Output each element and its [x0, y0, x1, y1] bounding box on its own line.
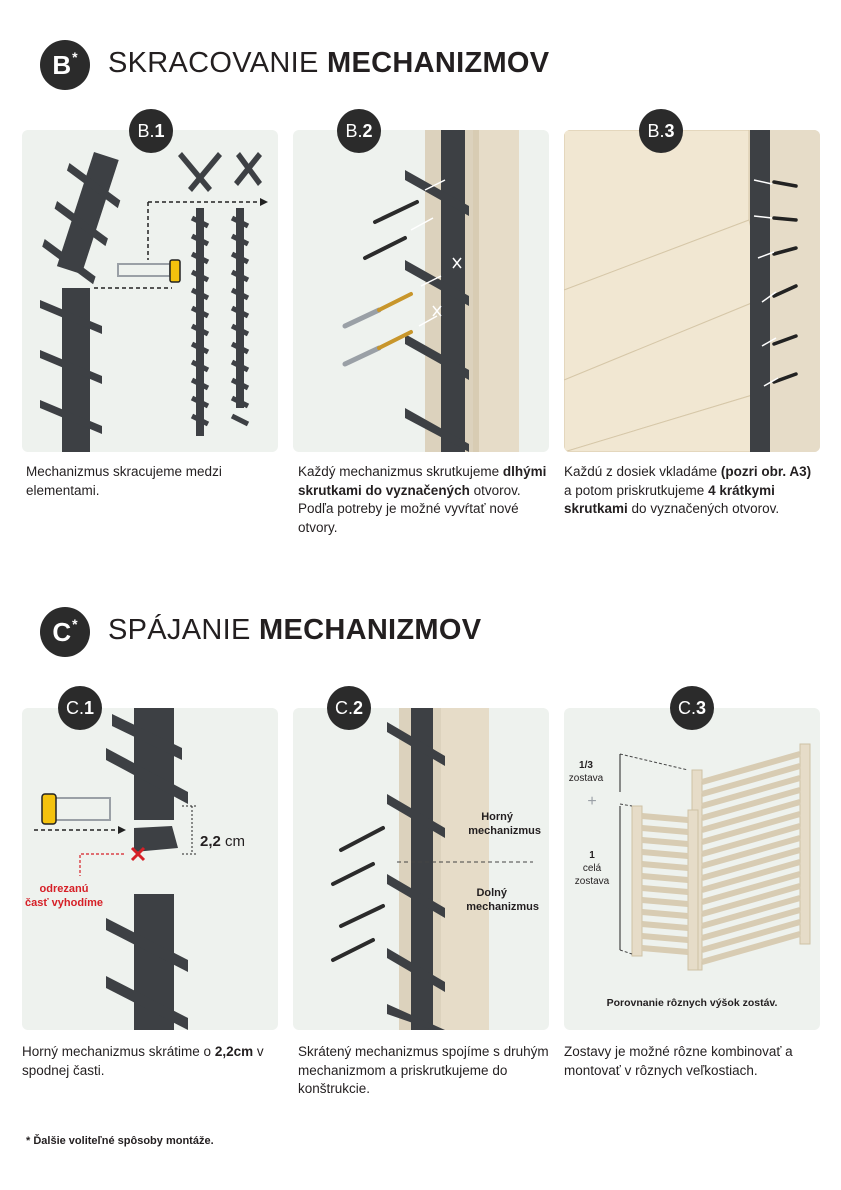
lower-label-1: Dolný — [476, 887, 507, 899]
illustration-c3 — [564, 708, 820, 1030]
caption-b1: Mechanizmus skracujeme medzi elementami. — [26, 464, 222, 498]
discard-line-2: časť vyhodíme — [24, 897, 104, 909]
footnote: * Ďalšie voliteľné spôsoby montáže. — [26, 1135, 214, 1147]
upper-label-2: mechanizmus — [468, 825, 541, 837]
caption-b2: Každý mechanizmus skrutkujeme dlhými skrutkami do vyznačených otvorov. Podľa potreby je možné vyvŕtať nové otvory. — [298, 464, 547, 535]
dimension-unit: cm — [225, 833, 245, 850]
full-number: 1 — [589, 850, 595, 861]
step-badge-c1: C. 1 — [58, 686, 102, 730]
illustration-b3 — [564, 130, 820, 452]
step-badge-b2: B. 2 — [337, 109, 381, 153]
caption-c3: Zostavy je možné rôzne kombinovať a montovať v rôznych veľkostiach. — [564, 1044, 793, 1078]
illustration-b1 — [22, 130, 278, 452]
upper-label-1: Horný — [481, 811, 513, 823]
step-badge-c3: C. 3 — [670, 686, 714, 730]
comparison-caption: Porovnanie rôznych výšok zostáv. — [606, 997, 778, 1009]
step-badge-b3: B. 3 — [639, 109, 683, 153]
full-word-1: celá — [582, 863, 602, 874]
section-b-title: SKRACOVANIE MECHANIZMOV — [108, 47, 550, 79]
caption-c2: Skrátený mechanizmus spojíme s druhým mechanizmom a priskrutkujeme do konštrukcie. — [298, 1044, 549, 1096]
illustration-c1 — [22, 708, 278, 1030]
illustration-c2 — [293, 708, 549, 1030]
section-c-badge: C * — [40, 607, 90, 657]
discard-line-1: odrezanú — [39, 883, 89, 895]
section-b-badge: B * — [40, 40, 90, 90]
step-badge-c2: C. 2 — [327, 686, 371, 730]
section-c-title: SPÁJANIE MECHANIZMOV — [108, 614, 482, 646]
caption-b3: Každú z dosiek vkladáme (pozri obr. A3) a potom priskrutkujeme 4 krátkymi skrutkami do vyznačených otvorov. — [564, 464, 812, 516]
third-fraction: 1/3 — [579, 760, 593, 771]
step-badge-b1: B. 1 — [129, 109, 173, 153]
illustration-b2 — [293, 130, 549, 452]
dimension-value: 2,2 — [200, 833, 221, 850]
plus-sign: + — [587, 793, 597, 810]
third-word: zostava — [568, 773, 604, 784]
caption-c1: Horný mechanizmus skrátime o 2,2cm v spodnej časti. — [22, 1044, 264, 1078]
lower-label-2: mechanizmus — [466, 901, 539, 913]
full-word-2: zostava — [574, 876, 610, 887]
